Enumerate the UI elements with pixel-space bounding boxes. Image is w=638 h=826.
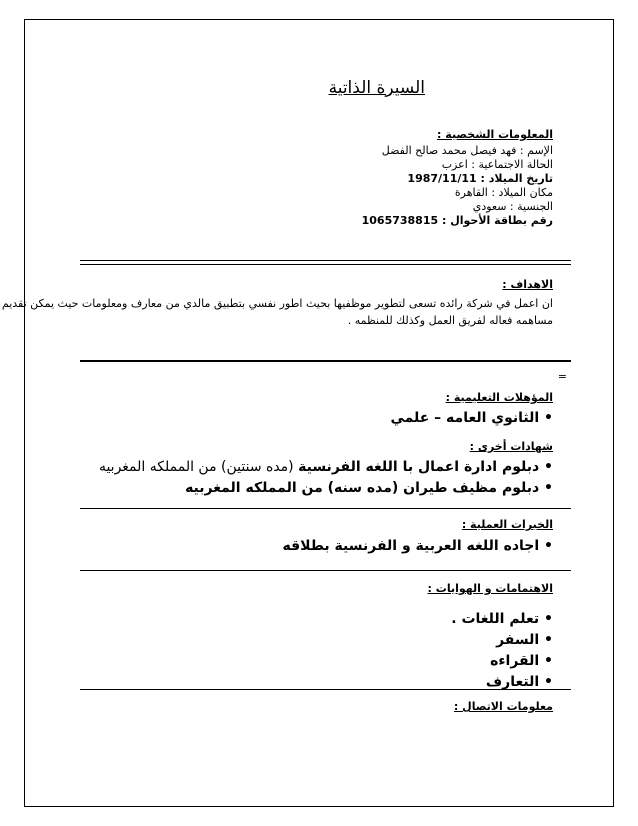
divider xyxy=(80,508,571,509)
goals-text xyxy=(1,295,553,329)
nationality-line: الجنسية : سعودي xyxy=(472,200,553,213)
id-number-line: رقم بطاقة الأحوال : 1065738815 xyxy=(361,214,553,227)
resume-page xyxy=(1,19,614,807)
personal-info-list xyxy=(362,144,553,228)
resume-title: السيرة الذاتية xyxy=(328,78,425,98)
experience-heading: الخبرات العملية : xyxy=(461,518,553,531)
name-line: الإسم : فهد فيصل محمد صالح الفضل xyxy=(381,144,553,157)
stray-mark: = xyxy=(557,370,567,383)
birth-place-line: مكان الميلاد : القاهرة xyxy=(454,186,553,199)
certificate-detail: (مده سنتين) من المملكه المغربيه xyxy=(98,459,299,475)
certificate-item xyxy=(99,457,553,478)
divider xyxy=(80,689,571,690)
marital-status-line: الحالة الاجتماعية : اعزب xyxy=(441,158,553,171)
birth-date-line: تاريخ الميلاد : 1987/11/11 xyxy=(407,172,553,185)
interest-item: • السفر xyxy=(451,630,553,651)
certificate-title: دبلوم ادارة اعمال با اللغه الفرنسية xyxy=(298,459,540,475)
experience-list xyxy=(282,536,553,557)
goals-heading: الاهداف : xyxy=(502,278,553,291)
divider xyxy=(80,570,571,571)
goals-line-1: ان اعمل في شركة رائده تسعى لتطوير موظفيها بحيث اطور نفسي بتطبيق مالدي من معارف ومعلومات حيث يمكن تقديم xyxy=(1,297,553,310)
certificates-list xyxy=(99,457,553,499)
education-item: • الثانوي العامه – علمي xyxy=(390,408,553,429)
contact-heading: معلومات الاتصال : xyxy=(453,700,553,713)
education-list xyxy=(390,408,553,429)
thick-divider xyxy=(80,360,571,362)
interest-item: • التعارف xyxy=(451,672,553,693)
experience-item: • اجاده اللغه العربية و الفرنسية بطلاقه xyxy=(282,536,553,557)
certificate-title: دبلوم مظيف طيران (مده سنه) من المملكه المغربيه xyxy=(185,480,540,496)
interests-heading: الاهتمامات و الهوايات : xyxy=(427,582,553,595)
goals-line-2: مساهمه فعاله لفريق العمل وكذلك للمنظمه . xyxy=(347,314,553,327)
personal-info-heading: المعلومات الشخصية : xyxy=(437,128,553,141)
certificate-item xyxy=(99,478,553,499)
interests-list xyxy=(451,609,553,693)
interest-item: • القراءه xyxy=(451,651,553,672)
education-heading: المؤهلات التعليمية : xyxy=(445,391,553,404)
certificates-heading: شهادات أخرى : xyxy=(469,440,553,453)
interest-item: • تعلم اللغات . xyxy=(451,609,553,630)
double-divider xyxy=(80,260,571,265)
